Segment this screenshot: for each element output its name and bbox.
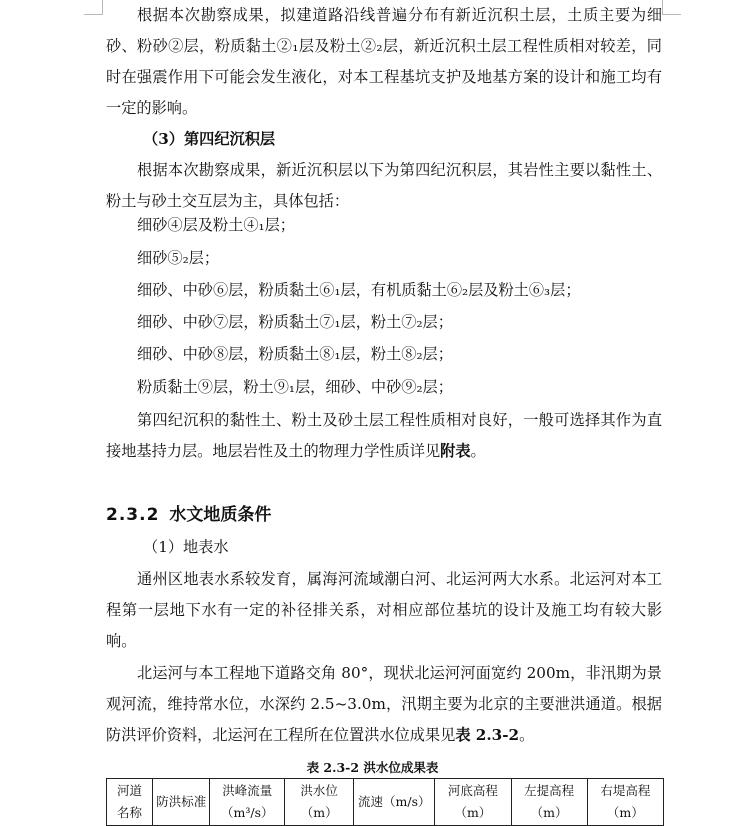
appendix-reference: 附表 — [440, 442, 471, 460]
section-heading — [106, 500, 271, 531]
summary-text: 第四纪沉积的黏性土、粉土及砂土层工程性质相对良好，一般可选择其作为直接地基持力层。地层岩性及土的物理力学性质详见 — [106, 411, 662, 460]
header-line: （m） — [454, 805, 492, 820]
paragraph-surface-water: 通州区地表水系较发育，属海河流域潮白河、北运河两大水系。北运河对本工程第一层地下水有一定的补径排关系，对相应部位基坑的设计及施工均有较大影响。 — [106, 570, 662, 650]
header-line: 洪水位 — [300, 783, 338, 798]
river-text: 北运河与本工程地下道路交角 80°，现状北运河河面宽约 200m，非汛期为景观河流，维持常水位，水深约 2.5~3.0m，汛期主要为北京的主要泄洪通道。根据防洪评价资料，北运河在工程所在位置洪水位成果见 — [106, 664, 662, 744]
paragraph-new-deposits: 根据本次勘察成果，拟建道路沿线普遍分布有新近沉积土层，土质主要为细砂、粉砂②层，粉质黏土②₁层及粉土②₂层，新近沉积土层工程性质相对较差，同时在强震作用下可能会发生液化，对本工程基坑支护及地基方案的设计和施工均有一定的影响。 — [106, 6, 662, 117]
list-item: 细砂、中砂⑥层，粉质黏土⑥₁层，有机质黏土⑥₂层及粉土⑥₃层； — [137, 281, 581, 299]
header-line: 防洪标准 — [156, 794, 207, 809]
subheading-quaternary: （3）第四纪沉积层 — [143, 130, 276, 148]
summary-end: 。 — [470, 442, 486, 460]
header-line: 右堤高程 — [600, 783, 651, 798]
river-end: 。 — [519, 726, 535, 744]
paragraph-quaternary-summary — [106, 405, 662, 467]
header-cell-left-bank — [511, 779, 587, 826]
header-cell-peak-flow — [210, 779, 285, 826]
paragraph-quaternary-intro: 根据本次勘察成果，新近沉积层以下为第四纪沉积层，其岩性主要以黏性土、粉土与砂土交互层为主，具体包括： — [106, 161, 662, 210]
table-header-row — [107, 779, 664, 826]
header-line: 河道 — [117, 783, 143, 798]
header-line: 左提高程 — [524, 783, 575, 798]
paragraph-beiyun-river — [106, 658, 662, 751]
header-line: 河底高程 — [447, 783, 498, 798]
list-item: 细砂、中砂⑧层，粉质黏土⑧₁层，粉土⑧₂层； — [137, 345, 453, 363]
section-number: 2.3.2 — [106, 505, 160, 525]
table-caption: 表 2.3-2 洪水位成果表 — [306, 760, 439, 775]
header-line: 洪峰流量 — [222, 783, 273, 798]
table-reference: 表 2.3-2 — [455, 726, 520, 744]
subheading-surface-water: （1）地表水 — [143, 538, 229, 556]
header-cell-right-bank — [587, 779, 663, 826]
flood-level-table — [106, 778, 664, 826]
header-cell-velocity — [354, 779, 435, 826]
list-item: 细砂④层及粉土④₁层； — [137, 216, 295, 234]
header-line: （m） — [300, 805, 338, 820]
header-line: （m） — [606, 805, 644, 820]
header-line: 流速（m/s） — [358, 794, 431, 809]
header-cell-riverbed — [435, 779, 511, 826]
list-item: 细砂⑤₂层； — [137, 249, 220, 267]
header-line: 名称 — [117, 805, 143, 820]
section-title: 水文地质条件 — [169, 505, 272, 525]
list-item: 细砂、中砂⑦层，粉质黏土⑦₁层，粉土⑦₂层； — [137, 313, 453, 331]
crop-mark-right — [662, 0, 681, 15]
header-cell-standard — [153, 779, 210, 826]
header-line: （m³/s） — [221, 805, 274, 820]
header-cell-flood-level — [285, 779, 354, 826]
header-line: （m） — [530, 805, 568, 820]
crop-mark-left — [84, 0, 103, 15]
header-cell-river — [107, 779, 153, 826]
list-item: 粉质黏土⑨层，粉土⑨₁层，细砂、中砂⑨₂层； — [137, 378, 453, 396]
